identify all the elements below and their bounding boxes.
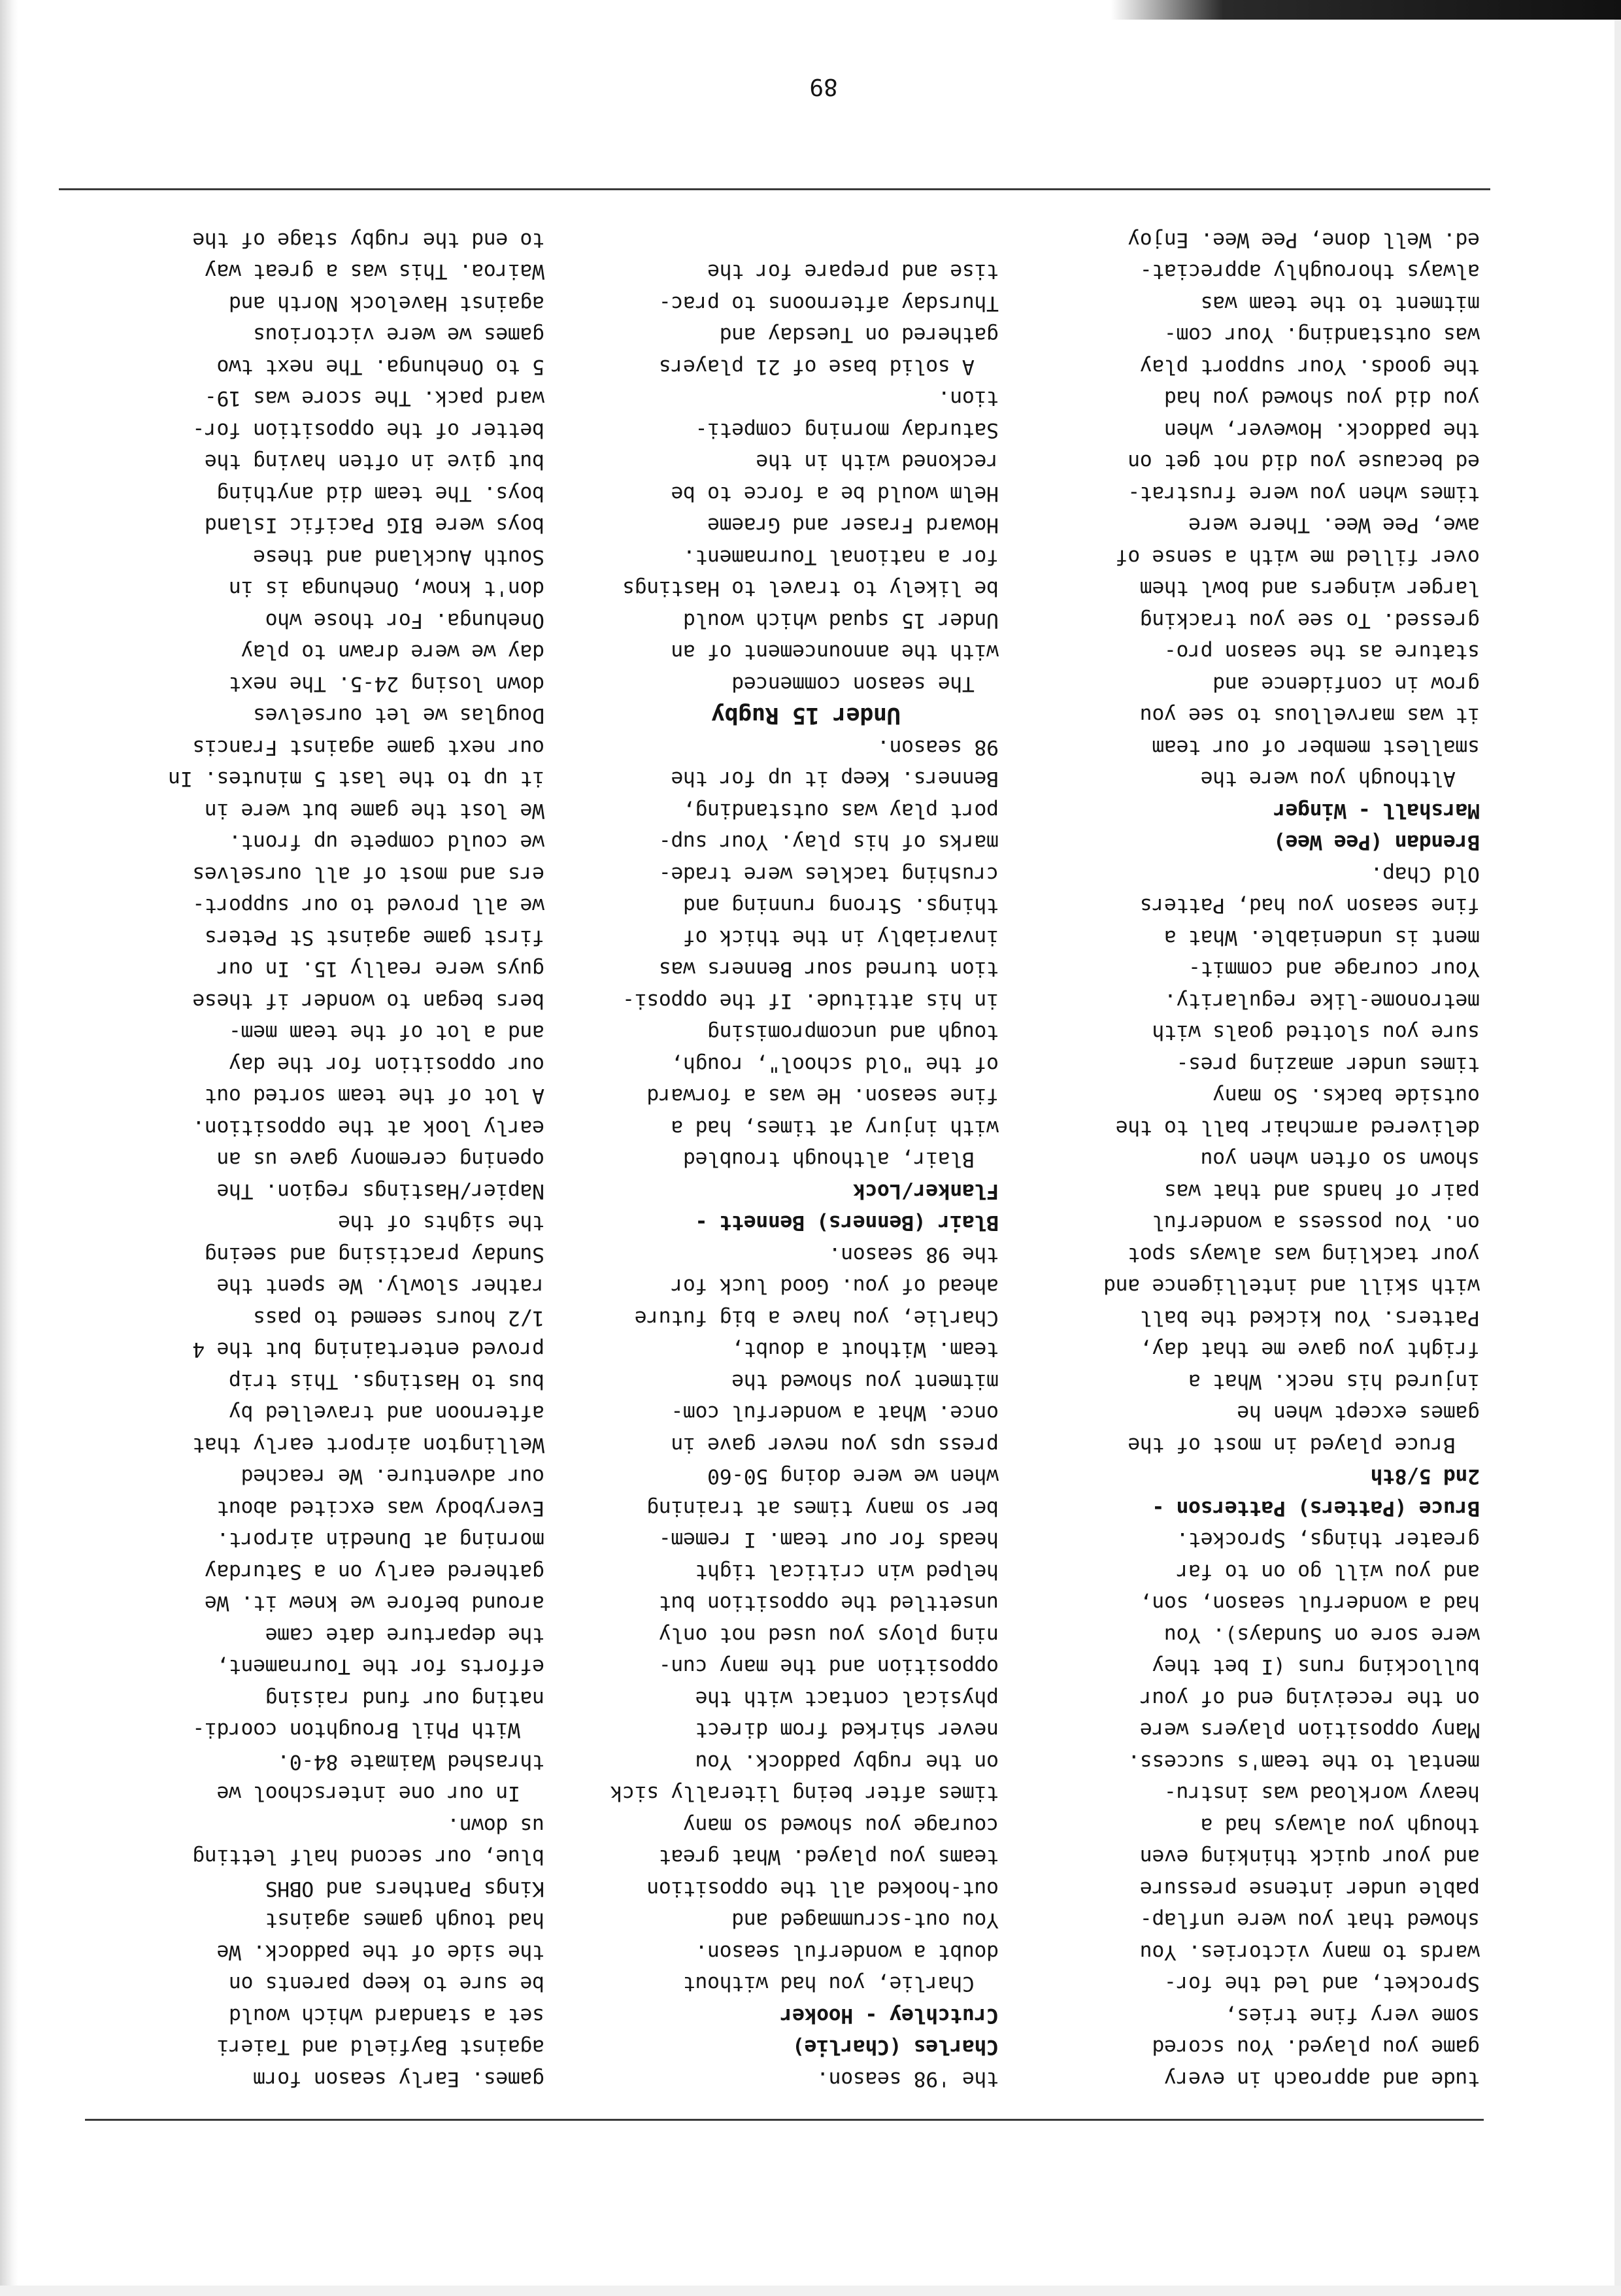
text-line: invariably in the thick of — [683, 926, 999, 949]
text-line: blue, our second half letting — [192, 1845, 544, 1869]
text-line: the side of the paddock. We — [216, 1940, 544, 1964]
text-line: heads for our team. I remem- — [659, 1528, 999, 1552]
text-line: Many opposition players were — [1140, 1718, 1480, 1742]
header-rule — [85, 2119, 1484, 2121]
text-line: South Auckland and these — [253, 545, 544, 569]
text-line: Kings Panthers and OBHS — [265, 1877, 544, 1900]
text-line: Charlie, you have a big future — [635, 1306, 999, 1330]
text-line: smallest member of our team — [1152, 735, 1480, 759]
text-line: crushing tackles were trade- — [659, 862, 999, 886]
text-line: Blair, although troubled — [683, 1147, 999, 1172]
text-line: pair of hands and that was — [1164, 1179, 1480, 1203]
text-line: and a lot of the team mem- — [229, 1021, 544, 1045]
text-line: the 98 season. — [829, 1243, 999, 1266]
text-column-2 — [610, 256, 999, 2095]
text-line: Everybody was excited about — [216, 1496, 544, 1520]
text-line: we could compete up front. — [229, 830, 544, 854]
text-line: mitment you showed the — [731, 1370, 999, 1393]
text-line: for a national Tournament. — [683, 545, 999, 569]
text-line: of the "old school", rough, — [671, 1053, 999, 1076]
text-line: boys. The team did anything — [216, 482, 544, 505]
text-line: afternoon and travelled by — [229, 1401, 544, 1425]
text-line: Bruce played in most of the — [1128, 1433, 1480, 1457]
text-line: was outstanding. Your com- — [1164, 323, 1480, 347]
player-heading-line: Charles (Charlie) — [792, 2035, 999, 2059]
text-line: to end the rugby stage of the — [192, 228, 544, 252]
text-line: rather slowly. We spent the — [216, 1274, 544, 1298]
text-line: press ups you never gave in — [671, 1433, 999, 1457]
text-line: marks of his play. Your sup- — [659, 830, 999, 854]
text-line: set a standard which would — [229, 2004, 544, 2027]
text-line: 1/2 hours seemed to pass — [253, 1306, 544, 1330]
text-line: pable under intense pressure — [1140, 1877, 1480, 1900]
text-line: ahead of you. Good luck for — [671, 1274, 999, 1298]
text-line: times after being literally sick — [610, 1781, 999, 1806]
text-line: the '98 season. — [816, 2067, 999, 2091]
text-line: We lost the game but were in — [205, 799, 544, 822]
text-line: our next game against Francis — [192, 735, 544, 759]
text-line: on the receiving end of your — [1140, 1687, 1480, 1710]
text-line: day we were drawn to play — [241, 640, 544, 664]
text-line: bers began to wonder if these — [192, 989, 544, 1013]
text-line: fright you gave me that day, — [1140, 1338, 1480, 1362]
text-line: ber so many times at training — [646, 1496, 999, 1520]
text-column-3 — [159, 224, 544, 2095]
text-line: times under amazing pres- — [1176, 1053, 1480, 1076]
text-line: better of the opposition for- — [192, 418, 544, 442]
text-line: tise and prepare for the — [707, 260, 999, 284]
text-line: efforts for the Tournament, — [216, 1655, 544, 1679]
text-line: you did you showed you had — [1164, 386, 1480, 411]
text-line: Sunday practising and seeing — [205, 1243, 544, 1266]
player-heading-line: Crutchley - Hooker — [780, 2004, 999, 2027]
text-line: always thoroughly appreciat- — [1140, 260, 1480, 284]
text-line: it was marvellous to see you — [1140, 703, 1480, 728]
text-line: gressed. To see you tracking — [1140, 609, 1480, 632]
text-line: games except when he — [1237, 1401, 1480, 1425]
text-line: over filled me with a sense of — [1116, 545, 1480, 569]
text-line: proved entertaining but the 4 — [192, 1338, 544, 1362]
text-line: courage you showed so many — [683, 1814, 999, 1837]
text-line: stature as the season pro- — [1164, 640, 1480, 664]
text-line: Benners. Keep it up for the — [671, 767, 999, 791]
text-line: The season commenced — [731, 672, 999, 696]
text-line: Napier/Hastings region. The — [216, 1179, 544, 1203]
text-line: Patters. You kicked the ball — [1140, 1306, 1480, 1330]
text-line: we all proved to our support- — [192, 894, 544, 918]
text-line: with the announcement of an — [671, 640, 999, 664]
text-line: sure you slotted goals with — [1152, 1021, 1480, 1045]
player-heading-line: 2nd 5/8th — [1370, 1464, 1480, 1489]
player-heading-line: Brendan (Pee Wee) — [1273, 830, 1480, 854]
text-line: opposition and the many cun- — [659, 1655, 999, 1679]
text-line: against Bayfield and Taieri — [216, 2035, 544, 2059]
text-line: with injury at times, had a — [671, 1116, 999, 1140]
text-line: Helm would be a force to be — [671, 482, 999, 505]
text-line: Your courage and commit- — [1188, 957, 1480, 981]
text-column-1 — [1094, 224, 1480, 2095]
text-line: and your quick thinking even — [1140, 1845, 1480, 1869]
text-line: had a wonderful season, son, — [1140, 1591, 1480, 1615]
text-line: 5 to Onehunga. The next two — [216, 355, 544, 379]
text-line: helped win critical tight — [695, 1560, 999, 1583]
text-line: teams you played. What great — [659, 1845, 999, 1869]
text-line: heavy workload was instru- — [1164, 1781, 1480, 1806]
text-line: wards to many victories. You — [1140, 1940, 1480, 1964]
text-line: fine season you had, Patters — [1140, 894, 1480, 918]
text-line: metronome-like regularity. — [1164, 989, 1480, 1013]
text-line: out-hooked all the opposition — [646, 1877, 999, 1900]
text-line: gathered early on a Saturday — [205, 1560, 544, 1583]
text-line: had tough games against — [265, 1908, 544, 1933]
player-heading-line: Blair (Benners) Bennett - — [695, 1211, 999, 1235]
text-line: on. You possess a wonderful — [1152, 1211, 1480, 1235]
text-line: Onehunga. For those who — [265, 609, 544, 632]
text-line: A solid base of 21 players — [659, 355, 999, 379]
text-line: the paddock. However, when — [1164, 418, 1480, 442]
text-line: team. Without a doubt, — [731, 1338, 999, 1362]
text-line: Although you were the — [1201, 767, 1480, 791]
text-line: nating our fund raising — [265, 1687, 544, 1710]
text-line: it up to the last 5 minutes. In — [168, 767, 544, 791]
text-line: Howard Fraser and Graeme — [707, 513, 999, 537]
text-line: your tackling was always spot — [1128, 1243, 1480, 1266]
text-line: boys were BIG Pacific Island — [205, 513, 544, 537]
text-line: doubt a wonderful season. — [695, 1940, 999, 1964]
text-line: ning ploys you used not only — [659, 1623, 999, 1647]
text-line: and you will go on to far — [1176, 1560, 1480, 1583]
text-line: the departure date came — [265, 1623, 544, 1647]
player-heading-line: Bruce (Patters) Patterson - — [1152, 1496, 1480, 1520]
text-line: injured his neck. What a — [1188, 1370, 1480, 1393]
text-line: shown so often when you — [1201, 1147, 1480, 1172]
text-line: on the rugby paddock. You — [695, 1750, 999, 1774]
text-line: grow in confidence and — [1212, 672, 1480, 696]
text-line: Wairoa. This was a great way — [205, 260, 544, 284]
text-line: ers and most of all ourselves — [192, 862, 544, 886]
text-line: morning at Dunedin airport. — [216, 1528, 544, 1552]
footer-rule — [59, 188, 1490, 190]
text-line: early look at the opposition. — [192, 1116, 544, 1140]
text-line: ward pack. The score was 19- — [205, 386, 544, 411]
text-line: were sore on Sundays). You — [1164, 1623, 1480, 1647]
text-line: be likely to travel to Hastings — [622, 577, 999, 601]
text-line: tion turned sour Benners was — [659, 957, 999, 981]
text-line: down losing 24-5. The next — [229, 672, 544, 696]
text-line: once. What a wonderful com- — [671, 1401, 999, 1425]
text-line: opening ceremony gave us an — [216, 1147, 544, 1172]
page-number: 89 — [809, 73, 838, 100]
text-line: tude and approach in every — [1164, 2067, 1480, 2091]
text-line: larger wingers and bowl them — [1140, 577, 1480, 601]
text-line: Thursday afternoons to prac- — [659, 292, 999, 315]
text-line: bullocking runs (I bet they — [1152, 1655, 1480, 1679]
text-line: With Phil Broughton coordi- — [192, 1718, 544, 1742]
text-line: A lot of the team sorted out — [205, 1084, 544, 1108]
text-line: with skill and intelligence and — [1103, 1274, 1480, 1298]
player-heading-line: Marshall - Winger — [1273, 799, 1480, 822]
text-line: ed because you did not get on — [1128, 450, 1480, 474]
text-line: times when you were frustrat- — [1128, 482, 1480, 505]
text-line: fine season. He was a forward — [646, 1084, 999, 1108]
text-line: some very fine tries, — [1225, 2004, 1480, 2027]
text-line: when we were doing 50-60 — [707, 1464, 999, 1489]
text-line: ed. Well done, Pee Wee. Enjoy — [1128, 228, 1480, 252]
text-line: games. Early season form — [253, 2067, 544, 2091]
text-line: physical contact with the — [695, 1687, 999, 1710]
text-line: 98 season. — [877, 735, 999, 759]
text-line: unsettled the opposition but — [659, 1591, 999, 1615]
text-line: awe, Pee Wee. There were — [1188, 513, 1480, 537]
text-line: tough and uncompromising — [707, 1021, 999, 1045]
text-line: outside backs. So many — [1212, 1084, 1480, 1108]
text-line: us down. — [447, 1814, 544, 1837]
text-line: Old Chap. — [1370, 862, 1480, 886]
text-line: the goods. Your support play — [1140, 355, 1480, 379]
text-line: reckoned with in the — [756, 450, 999, 474]
section-heading: Under 15 Rugby — [711, 702, 901, 729]
text-line: our adventure. We reached — [241, 1464, 544, 1489]
text-line: Saturday morning competi- — [695, 418, 999, 442]
text-line: showed that you were unflap- — [1140, 1908, 1480, 1933]
text-line: Sprocket, and led the for- — [1164, 1972, 1480, 1996]
text-line: ment is undeniable. What a — [1164, 926, 1480, 949]
text-line: port play was outstanding, — [683, 799, 999, 822]
text-line: tion. — [938, 386, 999, 411]
text-line: greater things, Sprocket. — [1176, 1528, 1480, 1552]
text-line: In our one interschool we — [216, 1781, 544, 1806]
text-line: Charlie, you had without — [683, 1972, 999, 1996]
text-line: gathered on Tuesday and — [720, 323, 999, 347]
text-line: around before we knew it. We — [205, 1591, 544, 1615]
text-line: thrashed Waimate 84-0. — [277, 1750, 544, 1774]
text-line: guys were really 15. In our — [216, 957, 544, 981]
text-line: first game against St Peters — [205, 926, 544, 949]
text-line: the sights of the — [338, 1211, 544, 1235]
text-line: our opposition for the day — [229, 1053, 544, 1076]
text-line: in his attitude. If the opposi- — [622, 989, 999, 1013]
text-line: against Havelock North and — [229, 292, 544, 315]
text-line: game you played. You scored — [1152, 2035, 1480, 2059]
text-line: You out-scrummaged and — [731, 1908, 999, 1933]
text-line: be sure to keep parents on — [229, 1972, 544, 1996]
text-line: Under 15 squad which would — [683, 609, 999, 632]
player-heading-line: Flanker/Lock — [853, 1179, 999, 1203]
text-line: but give in often having the — [205, 450, 544, 474]
text-line: don't know, Onehunga is in — [229, 577, 544, 601]
text-line: things. Strong running and — [683, 894, 999, 918]
text-line: Douglas we let ourselves — [253, 703, 544, 728]
text-line: delivered armchair ball to the — [1116, 1116, 1480, 1140]
text-line: games we were victorious — [253, 323, 544, 347]
text-line: mitment to the team was — [1201, 292, 1480, 315]
text-line: bus to Hastings. This trip — [229, 1370, 544, 1393]
text-line: mental to the team's success. — [1128, 1750, 1480, 1774]
text-line: Wellington airport early that — [192, 1433, 544, 1457]
text-line: never shirked from direct — [695, 1718, 999, 1742]
text-line: though you always had a — [1201, 1814, 1480, 1837]
